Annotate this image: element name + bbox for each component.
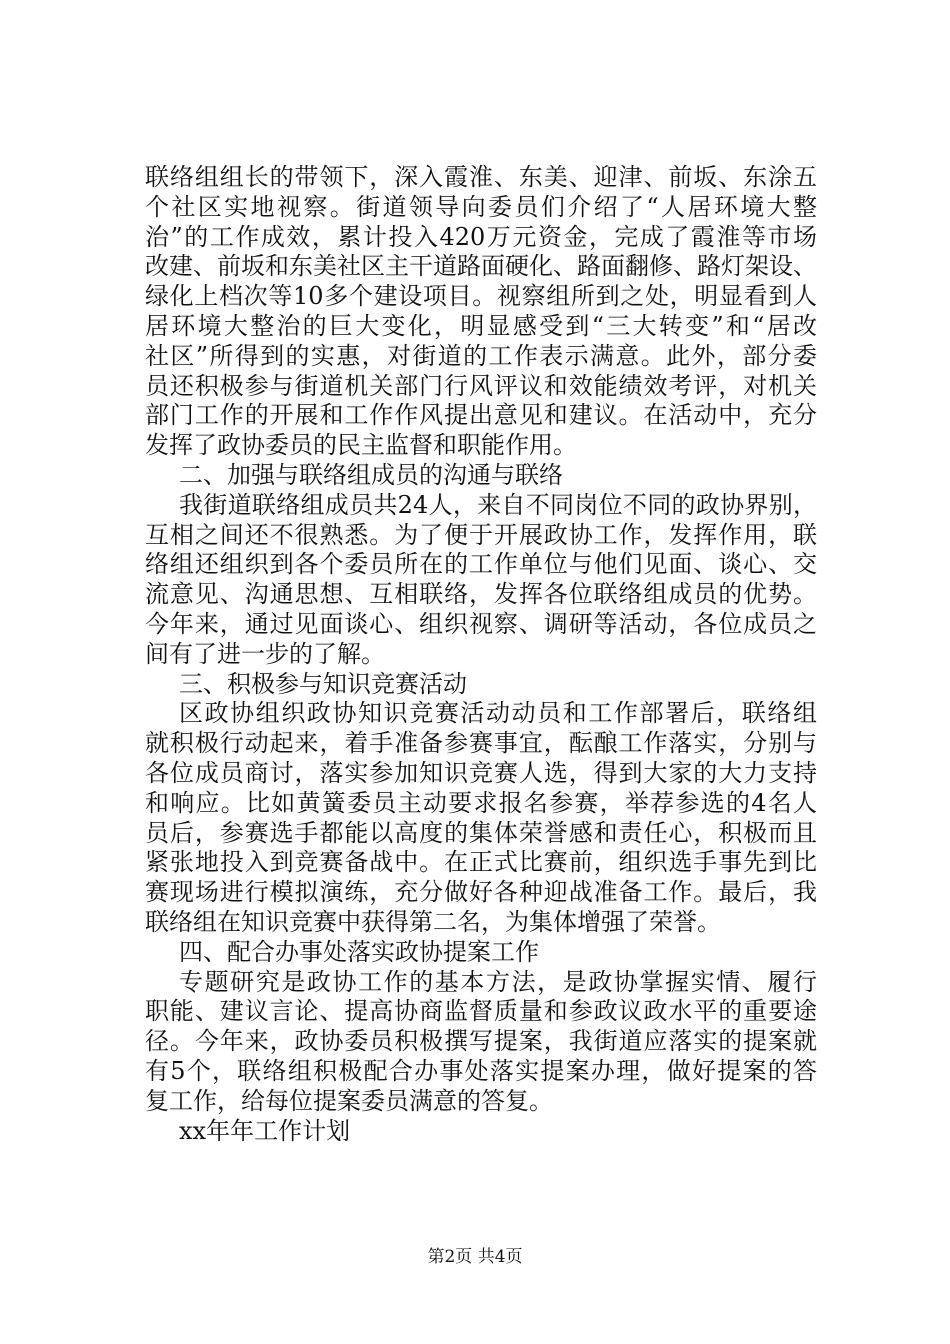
body-line: 绿化上档次等10多个建设项目。视察组所到之处，明显看到人 xyxy=(145,282,817,311)
body-line: 今年来，通过见面谈心、组织视察、调研等活动，各位成员之 xyxy=(145,609,817,638)
document-body xyxy=(145,163,817,1146)
body-line: 职能、建议言论、提高协商监督质量和参政议政水平的重要途 xyxy=(145,997,817,1026)
page-number-footer: 第2页 共4页 xyxy=(427,1247,523,1267)
section-heading: xx年年工作计划 xyxy=(179,1116,351,1145)
body-line: 就积极行动起来，着手准备参赛事宜，酝酿工作落实，分别与 xyxy=(145,729,817,758)
body-line: 部门工作的开展和工作作风提出意见和建议。在活动中，充分 xyxy=(145,401,817,430)
body-line: 员还积极参与街道机关部门行风评议和效能绩效考评，对机关 xyxy=(145,371,817,400)
body-line: 紧张地投入到竞赛备战中。在正式比赛前，组织选手事先到比 xyxy=(145,848,817,877)
section-heading: 四、配合办事处落实政协提案工作 xyxy=(179,937,539,966)
body-line: 间有了进一步的了解。 xyxy=(145,639,385,668)
body-line: 赛现场进行模拟演练，充分做好各种迎战准备工作。最后，我 xyxy=(145,878,817,907)
body-line: 我街道联络组成员共24人，来自不同岗位不同的政协界别， xyxy=(179,490,817,519)
body-line: 和响应。比如黄簧委员主动要求报名参赛，举荐参选的4名人 xyxy=(145,788,817,817)
body-line: 复工作，给每位提案委员满意的答复。 xyxy=(145,1086,553,1115)
body-line: 流意见、沟通思想、互相联络，发挥各位联络组成员的优势。 xyxy=(145,580,817,609)
section-heading: 三、积极参与知识竞赛活动 xyxy=(179,669,467,698)
body-line: 个社区实地视察。街道领导向委员们介绍了“人居环境大整 xyxy=(145,192,817,221)
body-line: 改建、前坂和东美社区主干道路面硬化、路面翻修、路灯架设、 xyxy=(145,252,817,281)
body-line: 各位成员商讨，落实参加知识竞赛人选，得到大家的大力支持 xyxy=(145,758,817,787)
body-line: 互相之间还不很熟悉。为了便于开展政协工作，发挥作用，联 xyxy=(145,520,817,549)
body-line: 径。今年来，政协委员积极撰写提案，我街道应落实的提案就 xyxy=(145,1027,817,1056)
body-line: 联络组组长的带领下，深入霞淮、东美、迎津、前坂、东涂五 xyxy=(145,163,817,191)
body-line: 员后，参赛选手都能以高度的集体荣誉感和责任心，积极而且 xyxy=(145,818,817,847)
body-line: 居环境大整治的巨大变化，明显感受到“三大转变”和“居改 xyxy=(145,311,817,340)
body-line: 发挥了政协委员的民主监督和职能作用。 xyxy=(145,431,577,460)
body-line: 联络组在知识竞赛中获得第二名，为集体增强了荣誉。 xyxy=(145,907,721,936)
section-heading: 二、加强与联络组成员的沟通与联络 xyxy=(179,460,563,489)
body-line: 治”的工作成效，累计投入420万元资金，完成了霞淮等市场 xyxy=(145,222,817,251)
body-line: 专题研究是政协工作的基本方法，是政协掌握实情、履行 xyxy=(179,967,817,996)
body-line: 有5个，联络组积极配合办事处落实提案办理，做好提案的答 xyxy=(145,1056,817,1085)
body-line: 区政协组织政协知识竞赛活动动员和工作部署后，联络组 xyxy=(179,699,817,728)
body-line: 社区”所得到的实惠，对街道的工作表示满意。此外，部分委 xyxy=(145,341,817,370)
body-line: 络组还组织到各个委员所在的工作单位与他们见面、谈心、交 xyxy=(145,550,817,579)
